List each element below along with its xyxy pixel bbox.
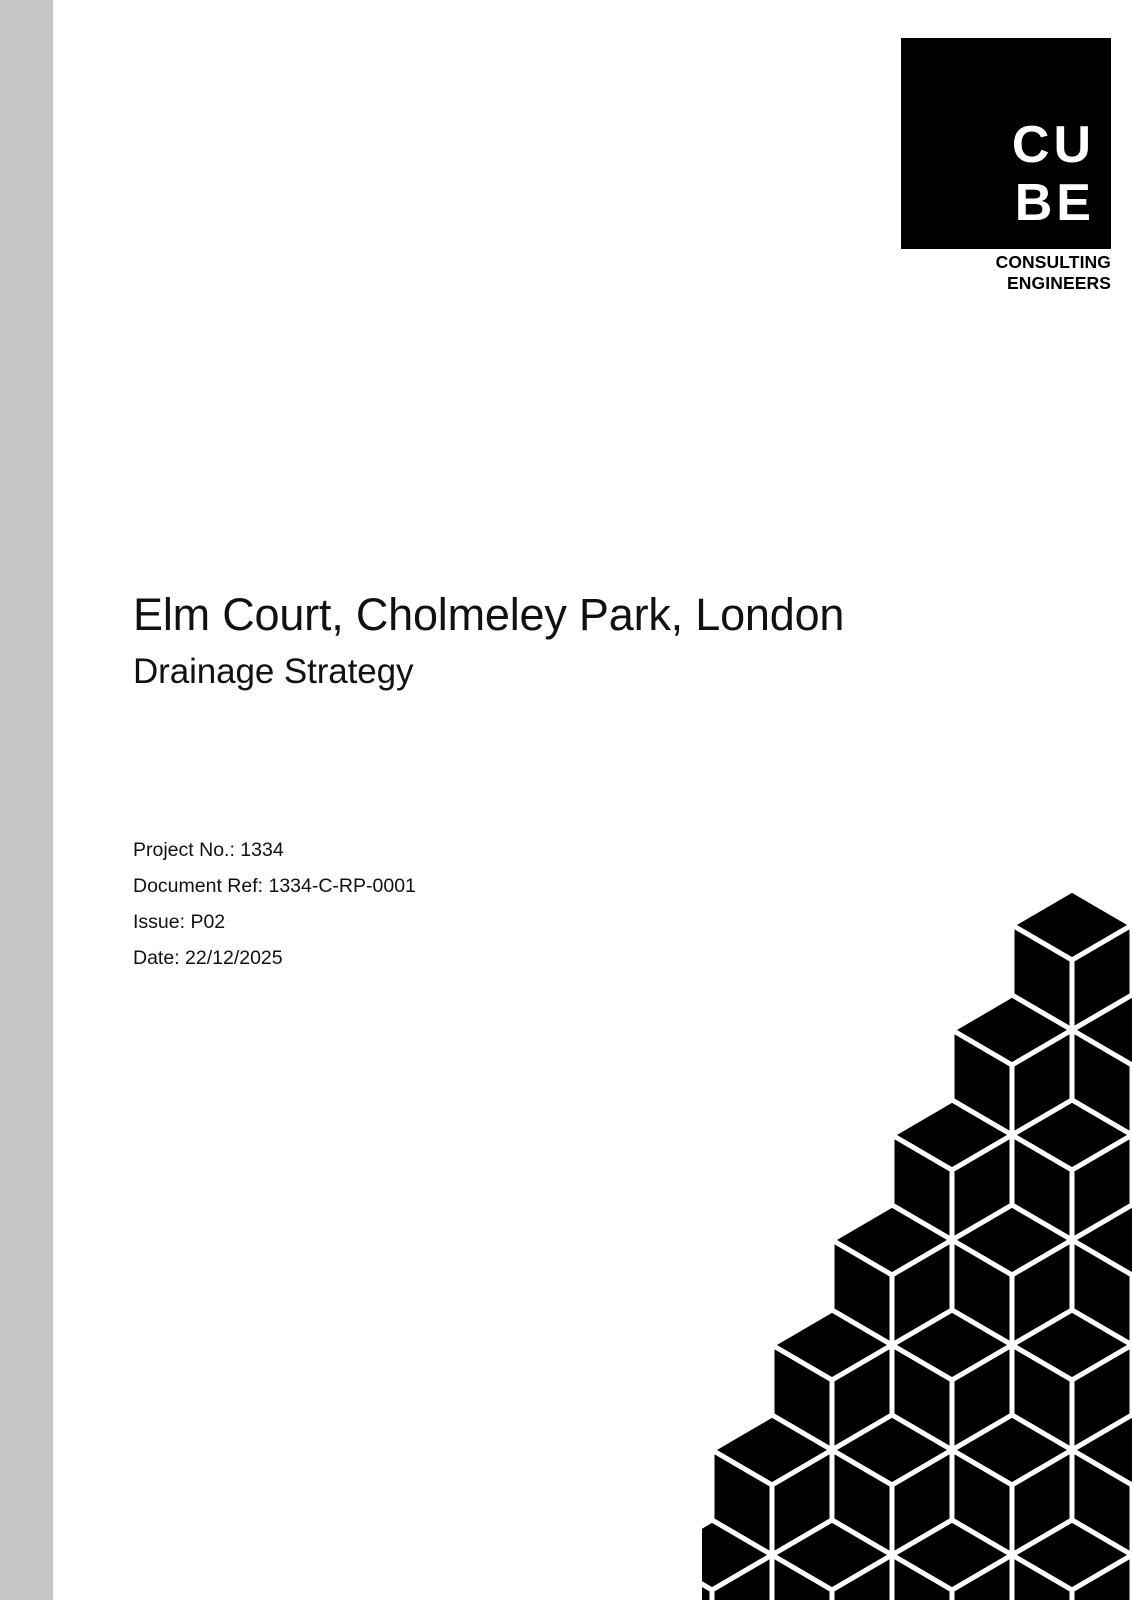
cube-pattern-graphic — [702, 880, 1132, 1600]
meta-issue: Issue: P02 — [133, 911, 226, 933]
company-logo — [901, 38, 1111, 294]
logo-tagline: CONSULTING ENGINEERS — [995, 252, 1111, 293]
logo-letters — [1012, 116, 1095, 232]
meta-project-no: Project No.: 1334 — [133, 839, 284, 861]
meta-date: Date: 22/12/2025 — [133, 947, 283, 969]
document-metadata — [133, 832, 753, 976]
page-subtitle: Drainage Strategy — [133, 652, 414, 691]
page-title: Elm Court, Cholmeley Park, London — [133, 589, 845, 640]
page-spine-bar — [0, 0, 53, 1600]
logo-line-1: CU — [1011, 116, 1095, 174]
logo-line-2: BE — [1014, 174, 1095, 232]
cover-page — [53, 0, 1132, 1600]
title-block — [133, 588, 1033, 693]
logo-mark — [901, 38, 1111, 249]
meta-document-ref: Document Ref: 1334-C-RP-0001 — [133, 875, 416, 897]
